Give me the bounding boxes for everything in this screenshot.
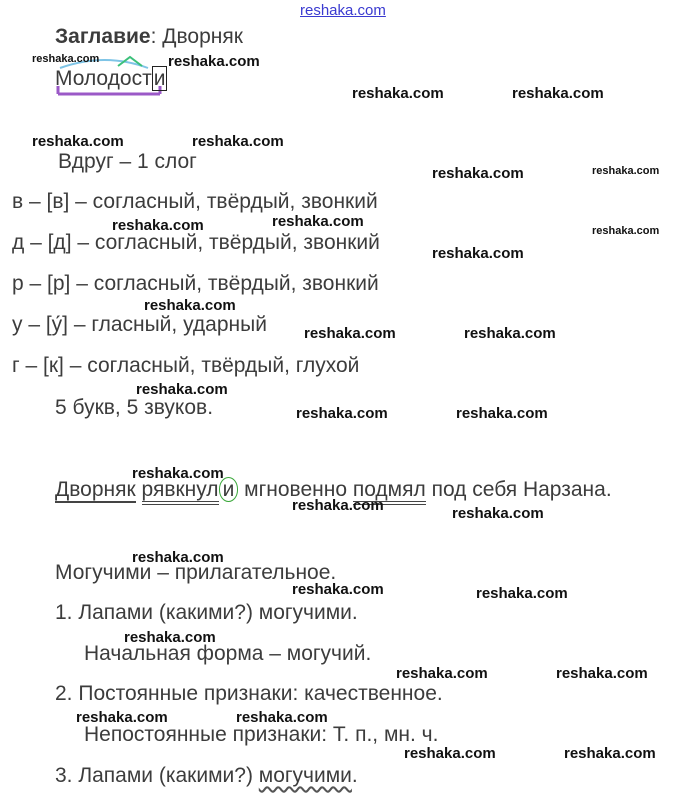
watermark: reshaka.com <box>136 381 228 398</box>
morph-point-2b: Непостоянные признаки: Т. п., мн. ч. <box>84 723 439 746</box>
watermark: reshaka.com <box>476 585 568 602</box>
counts-line: 5 букв, 5 звуков. <box>55 396 214 419</box>
morph-point-3-end: . <box>351 764 358 787</box>
sentence-conjunction: и <box>219 477 239 502</box>
watermark: reshaka.com <box>592 165 660 177</box>
watermark: reshaka.com <box>564 745 656 762</box>
phonetic-row: р – [р] – согласный, твёрдый, звонкий <box>12 272 379 295</box>
phonetic-row: у – [у́] – гласный, ударный <box>12 313 267 336</box>
morph-point-3-word: могучими <box>258 764 352 787</box>
watermark: reshaka.com <box>292 581 384 598</box>
morph-point-2: 2. Постоянные признаки: качественное. <box>55 682 443 705</box>
watermark: reshaka.com <box>352 85 444 102</box>
watermark: reshaka.com <box>464 325 556 342</box>
phonetic-row: г – [к] – согласный, твёрдый, глухой <box>12 354 360 377</box>
morph-intro: Могучими – прилагательное. <box>55 561 337 584</box>
watermark: reshaka.com <box>556 665 648 682</box>
morph-point-1: 1. Лапами (какими?) могучими. <box>55 601 358 624</box>
watermark: reshaka.com <box>512 85 604 102</box>
watermark: reshaka.com <box>404 745 496 762</box>
phonetic-row: в – [в] – согласный, твёрдый, звонкий <box>12 190 378 213</box>
watermark: reshaka.com <box>132 465 224 482</box>
sentence-predicate-2: подмял <box>353 478 426 505</box>
watermark: reshaka.com <box>432 165 524 182</box>
sentence-tail: под себя Нарзана. <box>425 478 612 501</box>
word-root: Молодост <box>55 67 152 90</box>
word-ending: и <box>153 67 166 90</box>
watermark: reshaka.com <box>192 133 284 150</box>
syllables-line: Вдруг – 1 слог <box>58 150 197 173</box>
watermark: reshaka.com <box>32 133 124 150</box>
sentence-subject: Дворняк <box>55 478 136 501</box>
watermark: reshaka.com <box>432 245 524 262</box>
watermark: reshaka.com <box>452 505 544 522</box>
watermark: reshaka.com <box>32 53 100 65</box>
watermark: reshaka.com <box>76 709 168 726</box>
phonetic-row: д – [д] – согласный, твёрдый, звонкий <box>12 231 380 254</box>
watermark: reshaka.com <box>144 297 236 314</box>
morph-point-1b: Начальная форма – могучий. <box>84 642 372 665</box>
sentence-predicate-1: рявкнул <box>142 478 219 505</box>
watermark: reshaka.com <box>592 225 660 237</box>
watermark: reshaka.com <box>168 53 260 70</box>
title-text: : Дворняк <box>150 25 243 48</box>
watermark: reshaka.com <box>124 629 216 646</box>
sentence-adverb: мгновенно <box>238 478 353 501</box>
watermark: reshaka.com <box>112 217 204 234</box>
watermark: reshaka.com <box>456 405 548 422</box>
watermark: reshaka.com <box>272 213 364 230</box>
site-header-link[interactable]: reshaka.com <box>300 2 386 19</box>
title-label: Заглавие <box>55 25 151 48</box>
watermark: reshaka.com <box>132 549 224 566</box>
morph-point-3-text: 3. Лапами (какими?) <box>55 764 259 787</box>
morph-point-3 <box>55 764 358 788</box>
watermark: reshaka.com <box>296 405 388 422</box>
watermark: reshaka.com <box>236 709 328 726</box>
word-parse <box>55 67 167 91</box>
watermark: reshaka.com <box>292 497 384 514</box>
watermark: reshaka.com <box>396 665 488 682</box>
watermark: reshaka.com <box>304 325 396 342</box>
